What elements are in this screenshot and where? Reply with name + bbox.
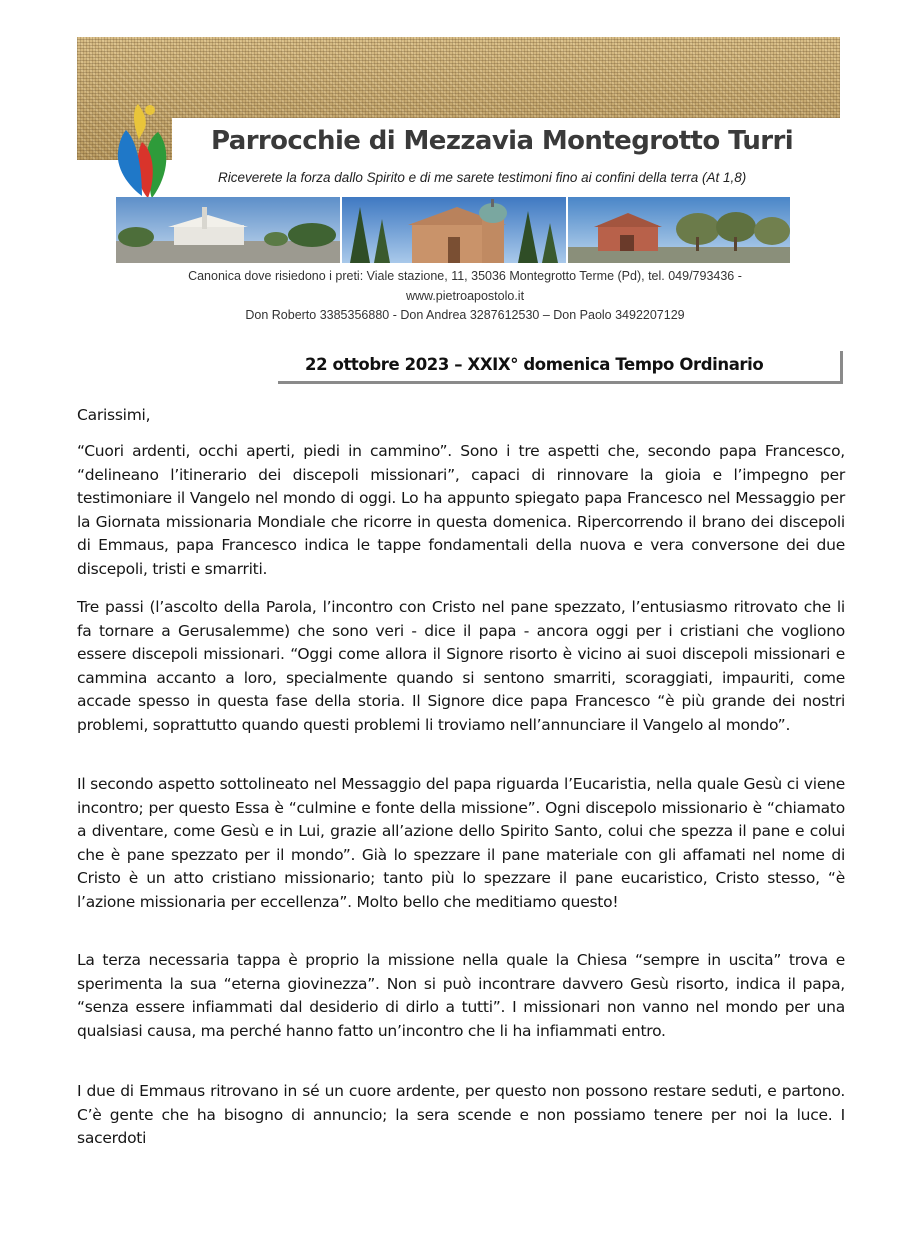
salutation: Carissimi, <box>77 406 151 424</box>
logo-blue-flame <box>118 130 142 196</box>
body-paragraph-3: Il secondo aspetto sottolineato nel Messaggio del papa riguarda l’Eucaristia, nella quale Gesù ci viene incontro; per questo Essa è “culmine e fonte della missione”. Ogni discepolo missionario è “chiamato a diventare, come Gesù e in Lui, grazie all’azione dello Spirito Santo, colui che spezza il pane e colui che è pane spezzato per il mondo”. Già lo spezzare il pane materiale con gli affamati nel nome di Cristo è un atto cristiano missionario; tanto più lo spezzare il pane eucaristico, Cristo stesso, “è l’azione missionaria per eccellenza”. Molto bello che meditiamo questo! <box>77 775 845 911</box>
body-paragraph-5: I due di Emmaus ritrovano in sé un cuore ardente, per questo non possono restare seduti, e partono. C’è gente che ha bisogno di annuncio; la sera scende e non possiamo tenere per noi la luce. I sacerdoti <box>77 1082 845 1148</box>
website-link[interactable]: www.pietroapostolo.it <box>405 289 525 303</box>
priests-phone-numbers: Don Roberto 3385356880 - Don Andrea 3287612530 – Don Paolo 3492207129 <box>245 308 685 322</box>
logo-yellow-figure <box>134 104 146 140</box>
church-photo-2 <box>342 197 566 263</box>
date-heading: 22 ottobre 2023 – XXIX° domenica Tempo Ordinario <box>305 355 764 374</box>
body-paragraph-2: Tre passi (l’ascolto della Parola, l’incontro con Cristo nel pane spezzato, l’entusiasmo ritrovato che li fa tornare a Gerusalemme) che sono veri - dice il papa - ancora oggi per i cristiani che vogliono essere discepoli missionari. “Oggi come allora il Signore risorto è vicino ai suoi discepoli missionari e cammina accanto a loro, specialmente quando si sentono smarriti, scoraggiati, impauriti, come accade spesso in questa fase della storia. Il Signore dice papa Francesco “è più grande dei nostri problemi, soprattutto quando questi problemi li troviamo nell’annunciare il Vangelo al mondo”. <box>77 598 845 734</box>
contact-address: Canonica dove risiedono i preti: Viale stazione, 11, 35036 Montegrotto Terme (Pd), tel. 049/793436 - <box>188 269 742 283</box>
church-photo-3 <box>568 197 790 263</box>
church-photo-1 <box>116 197 340 263</box>
parish-title: Parrocchie di Mezzavia Montegrotto Turri <box>211 126 794 156</box>
body-paragraph-1: “Cuori ardenti, occhi aperti, piedi in cammino”. Sono i tre aspetti che, secondo papa Francesco, “delineano l’itinerario dei discepoli missionari”, capaci di rinnovare la gioia e l’impegno per testimoniare il Vangelo nel mondo di oggi. Lo ha appunto spiegato papa Francesco nel Messaggio per la Giornata missionaria Mondiale che ricorre in questa domenica. Ripercorrendo il brano dei discepoli di Emmaus, papa Francesco indica le tappe fondamentali della nuova e vera conversone dei due discepoli, tristi e smarriti. <box>77 442 845 578</box>
parish-motto: Riceverete la forza dallo Spirito e di me sarete testimoni fino ai confini della terra (At 1,8) <box>218 170 747 185</box>
parish-logo <box>112 100 174 205</box>
body-paragraph-4: La terza necessaria tappa è proprio la missione nella quale la Chiesa “sempre in uscita” trova e sperimenta la sua “eterna giovinezza”. Non si può incontrare davvero Gesù risorto, indica il papa, “senza essere infiammati dal desiderio di dirlo a tutti”. I missionari non vanno nel mondo per una qualsiasi causa, ma perché hanno fatto un’incontro che li ha infiammati entro. <box>77 951 845 1040</box>
logo-yellow-head <box>145 105 155 115</box>
